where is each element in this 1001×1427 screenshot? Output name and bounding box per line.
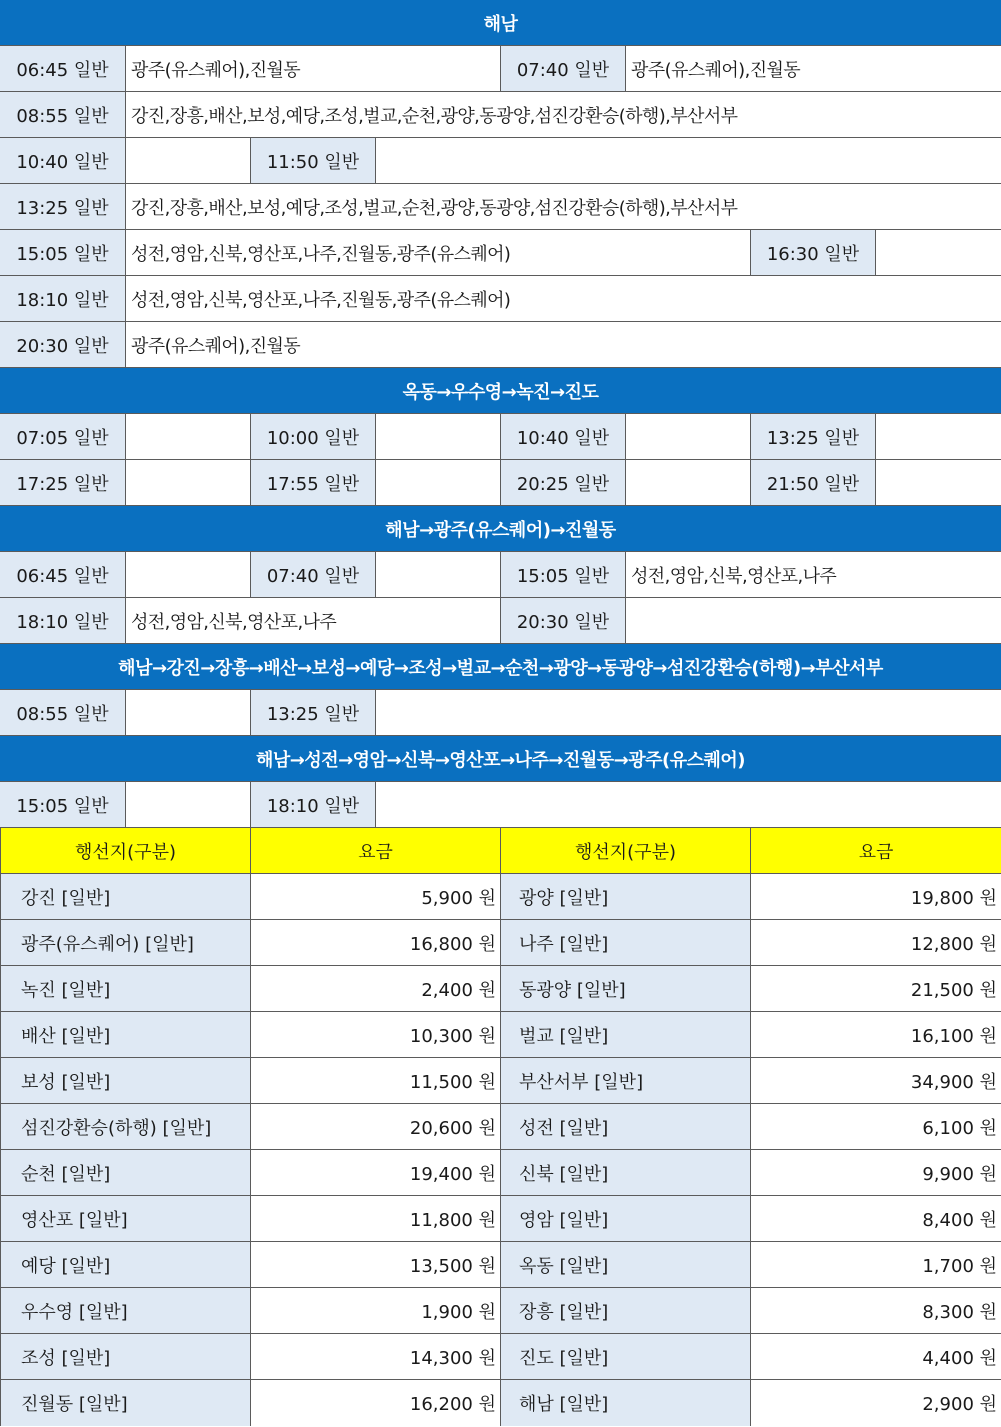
fare-header: 요금 xyxy=(750,828,1001,873)
section-title: 해남→광주(유스퀘어)→진월동 xyxy=(0,506,1001,552)
fare-price: 10,300 원 xyxy=(250,1012,500,1057)
departure-time: 06:45 일반 xyxy=(0,46,125,91)
fare-table xyxy=(0,828,1001,1426)
departure-time: 10:40 일반 xyxy=(0,138,125,183)
fare-price: 12,800 원 xyxy=(750,920,1001,965)
fare-price: 9,900 원 xyxy=(750,1150,1001,1195)
fare-row xyxy=(0,1150,1001,1196)
schedule-row xyxy=(0,46,1001,92)
route-stops xyxy=(875,230,1001,275)
section-title: 해남→강진→장흥→배산→보성→예당→조성→벌교→순천→광양→동광양→섬진강환승(하행)→부산서부 xyxy=(0,644,1001,690)
fare-price: 2,900 원 xyxy=(750,1380,1001,1426)
departure-time: 15:05 일반 xyxy=(0,230,125,275)
destination-name: 해남 [일반] xyxy=(500,1380,750,1426)
route-stops xyxy=(625,598,1001,643)
departure-time: 17:55 일반 xyxy=(250,460,375,505)
fare-price: 5,900 원 xyxy=(250,874,500,919)
route-stops: 성전,영암,신북,영산포,나주 xyxy=(125,598,500,643)
schedule-row xyxy=(0,460,1001,506)
fare-price: 13,500 원 xyxy=(250,1242,500,1287)
departure-time: 11:50 일반 xyxy=(250,138,375,183)
departure-time: 13:25 일반 xyxy=(750,414,875,459)
fare-row xyxy=(0,874,1001,920)
route-stops xyxy=(375,552,500,597)
route-stops xyxy=(125,460,250,505)
schedule-row xyxy=(0,322,1001,368)
fare-price: 19,800 원 xyxy=(750,874,1001,919)
fare-price: 11,800 원 xyxy=(250,1196,500,1241)
schedule-row xyxy=(0,276,1001,322)
destination-name: 신북 [일반] xyxy=(500,1150,750,1195)
fare-row xyxy=(0,1242,1001,1288)
schedule-row xyxy=(0,414,1001,460)
destination-name: 동광양 [일반] xyxy=(500,966,750,1011)
fare-price: 21,500 원 xyxy=(750,966,1001,1011)
fare-header: 요금 xyxy=(250,828,500,873)
route-stops xyxy=(625,460,750,505)
fare-price: 16,100 원 xyxy=(750,1012,1001,1057)
fare-price: 11,500 원 xyxy=(250,1058,500,1103)
route-stops xyxy=(125,782,250,827)
route-stops: 광주(유스퀘어),진월동 xyxy=(125,46,500,91)
departure-time: 10:40 일반 xyxy=(500,414,625,459)
schedule-row xyxy=(0,598,1001,644)
fare-row xyxy=(0,1288,1001,1334)
fare-price: 20,600 원 xyxy=(250,1104,500,1149)
departure-time: 15:05 일반 xyxy=(500,552,625,597)
departure-time: 13:25 일반 xyxy=(0,184,125,229)
fare-row xyxy=(0,1012,1001,1058)
route-stops: 강진,장흥,배산,보성,예당,조성,벌교,순천,광양,동광양,섬진강환승(하행),부산서부 xyxy=(125,184,1001,229)
fare-row xyxy=(0,920,1001,966)
destination-header: 행선지(구분) xyxy=(500,828,750,873)
fare-row xyxy=(0,1196,1001,1242)
departure-time: 13:25 일반 xyxy=(250,690,375,735)
departure-time: 20:25 일반 xyxy=(500,460,625,505)
departure-time: 16:30 일반 xyxy=(750,230,875,275)
departure-time: 10:00 일반 xyxy=(250,414,375,459)
destination-name: 진월동 [일반] xyxy=(0,1380,250,1426)
route-stops xyxy=(125,552,250,597)
destination-name: 옥동 [일반] xyxy=(500,1242,750,1287)
route-stops: 광주(유스퀘어),진월동 xyxy=(625,46,1001,91)
fare-price: 4,400 원 xyxy=(750,1334,1001,1379)
schedule-row xyxy=(0,184,1001,230)
fare-price: 34,900 원 xyxy=(750,1058,1001,1103)
fare-price: 1,900 원 xyxy=(250,1288,500,1333)
destination-name: 조성 [일반] xyxy=(0,1334,250,1379)
schedule-row xyxy=(0,782,1001,828)
route-stops xyxy=(375,690,1001,735)
route-stops xyxy=(875,460,1001,505)
fare-price: 19,400 원 xyxy=(250,1150,500,1195)
departure-time: 08:55 일반 xyxy=(0,690,125,735)
fare-row xyxy=(0,1104,1001,1150)
schedule-row xyxy=(0,690,1001,736)
destination-name: 장흥 [일반] xyxy=(500,1288,750,1333)
fare-price: 2,400 원 xyxy=(250,966,500,1011)
route-stops xyxy=(375,460,500,505)
fare-header-row xyxy=(0,828,1001,874)
destination-name: 진도 [일반] xyxy=(500,1334,750,1379)
destination-name: 영암 [일반] xyxy=(500,1196,750,1241)
destination-name: 예당 [일반] xyxy=(0,1242,250,1287)
fare-row xyxy=(0,966,1001,1012)
destination-name: 강진 [일반] xyxy=(0,874,250,919)
route-stops xyxy=(375,414,500,459)
departure-time: 20:30 일반 xyxy=(0,322,125,367)
destination-name: 순천 [일반] xyxy=(0,1150,250,1195)
departure-time: 20:30 일반 xyxy=(500,598,625,643)
schedule-row xyxy=(0,230,1001,276)
destination-name: 성전 [일반] xyxy=(500,1104,750,1149)
route-stops xyxy=(125,138,250,183)
departure-time: 07:40 일반 xyxy=(250,552,375,597)
fare-price: 1,700 원 xyxy=(750,1242,1001,1287)
fare-row xyxy=(0,1058,1001,1104)
destination-header: 행선지(구분) xyxy=(0,828,250,873)
departure-time: 07:40 일반 xyxy=(500,46,625,91)
destination-name: 광주(유스퀘어) [일반] xyxy=(0,920,250,965)
fare-price: 8,400 원 xyxy=(750,1196,1001,1241)
departure-time: 21:50 일반 xyxy=(750,460,875,505)
departure-time: 08:55 일반 xyxy=(0,92,125,137)
route-stops: 강진,장흥,배산,보성,예당,조성,벌교,순천,광양,동광양,섬진강환승(하행),부산서부 xyxy=(125,92,1001,137)
destination-name: 우수영 [일반] xyxy=(0,1288,250,1333)
route-stops: 광주(유스퀘어),진월동 xyxy=(125,322,1001,367)
destination-name: 배산 [일반] xyxy=(0,1012,250,1057)
destination-name: 벌교 [일반] xyxy=(500,1012,750,1057)
route-stops: 성전,영암,신북,영산포,나주,진월동,광주(유스퀘어) xyxy=(125,276,1001,321)
fare-price: 16,800 원 xyxy=(250,920,500,965)
departure-time: 18:10 일반 xyxy=(250,782,375,827)
fare-price: 16,200 원 xyxy=(250,1380,500,1426)
fare-price: 14,300 원 xyxy=(250,1334,500,1379)
destination-name: 부산서부 [일반] xyxy=(500,1058,750,1103)
route-stops xyxy=(125,414,250,459)
fare-price: 8,300 원 xyxy=(750,1288,1001,1333)
departure-time: 18:10 일반 xyxy=(0,598,125,643)
destination-name: 녹진 [일반] xyxy=(0,966,250,1011)
departure-time: 15:05 일반 xyxy=(0,782,125,827)
destination-name: 광양 [일반] xyxy=(500,874,750,919)
fare-row xyxy=(0,1334,1001,1380)
route-stops xyxy=(625,414,750,459)
destination-name: 영산포 [일반] xyxy=(0,1196,250,1241)
route-stops: 성전,영암,신북,영산포,나주,진월동,광주(유스퀘어) xyxy=(125,230,750,275)
departure-time: 17:25 일반 xyxy=(0,460,125,505)
destination-name: 보성 [일반] xyxy=(0,1058,250,1103)
schedule-row xyxy=(0,138,1001,184)
route-stops: 성전,영암,신북,영산포,나주 xyxy=(625,552,1001,597)
route-stops xyxy=(375,138,1001,183)
route-stops xyxy=(875,414,1001,459)
section-title: 옥동→우수영→녹진→진도 xyxy=(0,368,1001,414)
route-stops xyxy=(125,690,250,735)
route-stops xyxy=(375,782,1001,827)
schedule-row xyxy=(0,92,1001,138)
departure-time: 06:45 일반 xyxy=(0,552,125,597)
departure-time: 07:05 일반 xyxy=(0,414,125,459)
departure-time: 18:10 일반 xyxy=(0,276,125,321)
section-title: 해남 xyxy=(0,0,1001,46)
schedule-row xyxy=(0,552,1001,598)
destination-name: 섬진강환승(하행) [일반] xyxy=(0,1104,250,1149)
fare-row xyxy=(0,1380,1001,1426)
section-title: 해남→성전→영암→신북→영산포→나주→진월동→광주(유스퀘어) xyxy=(0,736,1001,782)
destination-name: 나주 [일반] xyxy=(500,920,750,965)
fare-price: 6,100 원 xyxy=(750,1104,1001,1149)
